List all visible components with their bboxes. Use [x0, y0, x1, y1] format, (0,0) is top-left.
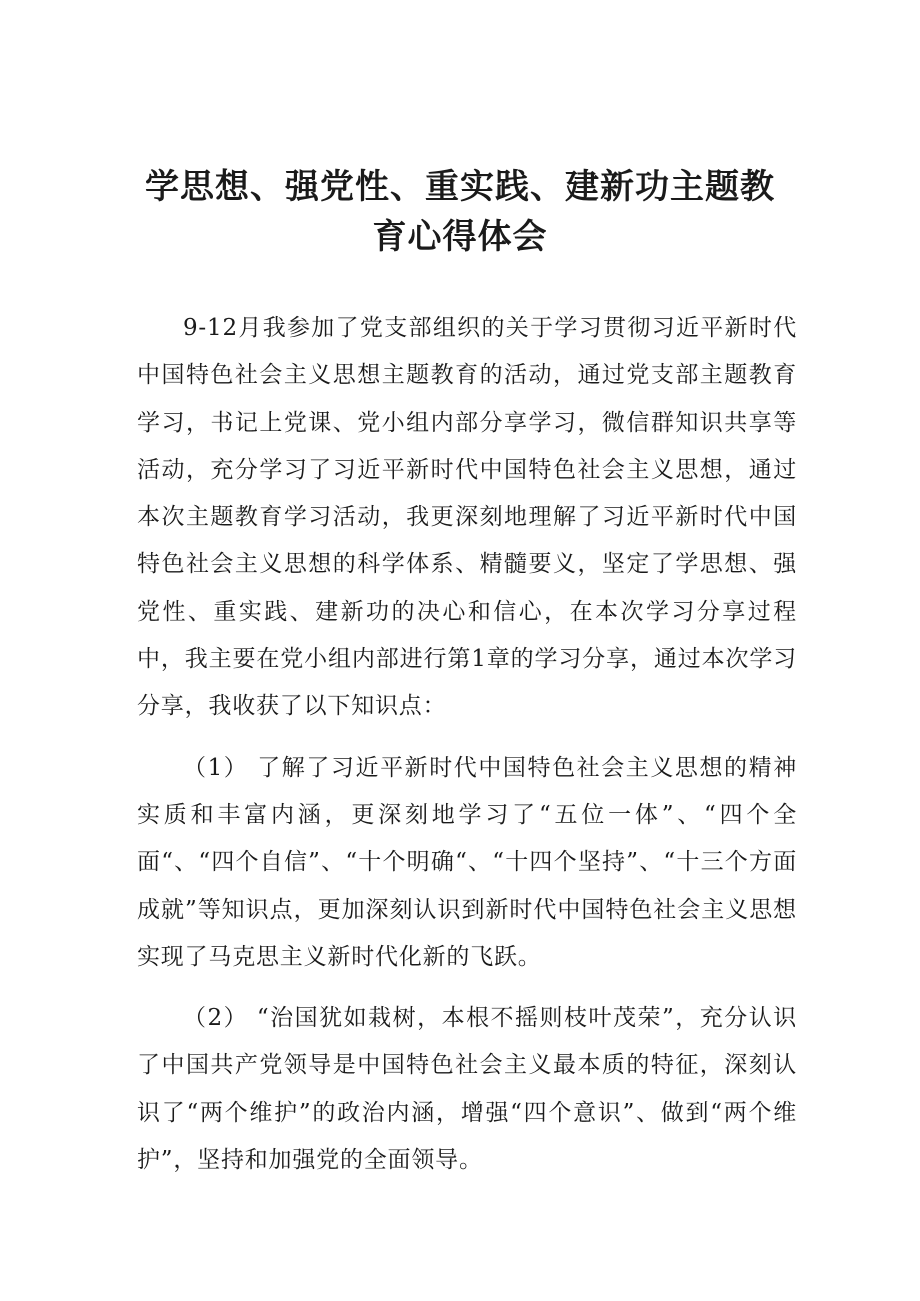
title-line-1: 学思想、强党性、重实践、建新功主题教 — [145, 167, 775, 207]
document-title — [130, 162, 790, 262]
title-line-2: 育心得体会 — [372, 217, 548, 257]
body-paragraph-point-1: （1） 了解了习近平新时代中国特色社会主义思想的精神实质和丰富内涵，更深刻地学习了“五位一体”、“四个全面“、“四个自信”、“十个明确“、“十四个坚持”、“十三个方面成就”等知识点，更加深刻认识到新时代中国特色社会主义思想实现了马克思主义新时代化新的飞跃。 — [137, 754, 797, 970]
document-body — [137, 305, 797, 1184]
body-paragraph-intro: 9-12月我参加了党支部组织的关于学习贯彻习近平新时代中国特色社会主义思想主题教育的活动，通过党支部主题教育学习，书记上党课、党小组内部分享学习，微信群知识共享等活动，充分学习了习近平新时代中国特色社会主义思想，通过本次主题教育学习活动，我更深刻地理解了习近平新时代中国特色社会主义思想的科学体系、精髓要义，坚定了学思想、强党性、重实践、建新功的决心和信心，在本次学习分享过程中，我主要在党小组内部进行第1章的学习分享，通过本次学习分享，我收获了以下知识点： — [137, 315, 797, 720]
body-paragraph-point-2: （2） “治国犹如栽树，本根不摇则枝叶茂荣”，充分认识了中国共产党领导是中国特色社会主义最本质的特征，深刻认识了“两个维护”的政治内涵，增强“四个意识”、做到“两个维护”，坚持和加强党的全面领导。 — [137, 1005, 797, 1174]
